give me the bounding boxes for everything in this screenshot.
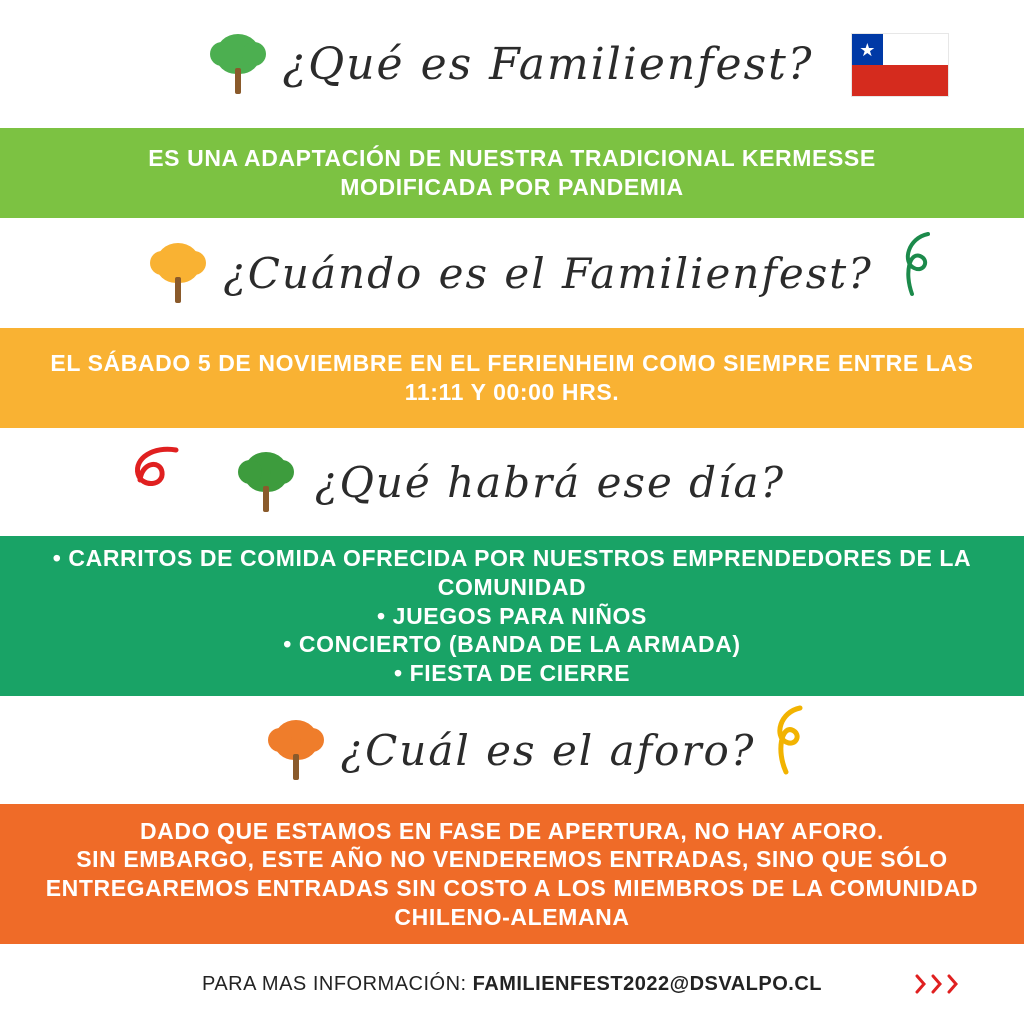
question-row-2 <box>0 218 1024 328</box>
footer-lead-label: PARA MAS INFORMACIÓN: <box>201 972 473 995</box>
answer-line: • CARRITOS DE COMIDA OFRECIDA POR NUESTROS EMPRENDEDORES DE LA <box>52 545 972 572</box>
chevron-right-icon <box>914 973 928 995</box>
chevron-right-icon <box>930 973 944 995</box>
answer-line: 11:11 Y 00:00 HRS. <box>404 379 620 405</box>
footer-email[interactable]: FAMILIENFEST2022@DSVALPO.CL <box>472 972 823 995</box>
answer-line: COMUNIDAD <box>437 573 587 600</box>
answer-line: • JUEGOS PARA NIÑOS <box>377 602 647 629</box>
chevrons-icon <box>914 973 960 995</box>
question-title-1: ¿Qué es Familienfest? <box>282 38 814 90</box>
flag-star-icon: ★ <box>859 39 876 60</box>
tree-icon-yellow <box>151 241 205 305</box>
tree-icon-orange <box>269 718 323 782</box>
answer-band-3 <box>0 536 1024 696</box>
answer-line: MODIFICADA POR PANDEMIA <box>340 174 684 200</box>
swirl-red <box>120 440 184 512</box>
swirl-yellow <box>760 702 824 774</box>
footer <box>0 944 1024 1024</box>
answer-line: SIN EMBARGO, ESTE AÑO NO VENDEREMOS ENTRADAS, SINO QUE SÓLO <box>76 846 948 873</box>
answer-band-2 <box>0 328 1024 428</box>
question-row-4 <box>0 696 1024 804</box>
question-title-2: ¿Cuándo es el Familienfest? <box>223 248 873 298</box>
chile-flag-icon <box>852 34 948 96</box>
answer-band-1 <box>0 128 1024 218</box>
answer-line: • FIESTA DE CIERRE <box>393 660 631 687</box>
answer-line: ES UNA ADAPTACIÓN DE NUESTRA TRADICIONAL KERMESSE <box>148 145 876 172</box>
answer-line: ENTREGAREMOS ENTRADAS SIN COSTO A LOS MIEMBROS DE LA COMUNIDAD <box>45 875 979 901</box>
question-title-4: ¿Cuál es el aforo? <box>340 725 756 775</box>
question-row-3 <box>0 428 1024 536</box>
question-title-3: ¿Qué habrá ese día? <box>314 457 786 507</box>
footer-contact-text <box>202 973 822 996</box>
answer-line: EL SÁBADO 5 DE NOVIEMBRE EN EL FERIENHEIM COMO SIEMPRE ENTRE LAS <box>50 350 974 377</box>
question-row-1 <box>0 0 1024 128</box>
answer-band-4 <box>0 804 1024 944</box>
tree-icon-green <box>211 32 265 96</box>
answer-line: • CONCIERTO (BANDA DE LA ARMADA) <box>283 631 741 658</box>
chevron-right-icon <box>946 973 960 995</box>
answer-line: CHILENO-ALEMANA <box>394 903 630 930</box>
swirl-green <box>888 228 952 300</box>
tree-icon-darkgreen <box>239 450 293 514</box>
answer-line: DADO QUE ESTAMOS EN FASE DE APERTURA, NO HAY AFORO. <box>139 817 885 844</box>
